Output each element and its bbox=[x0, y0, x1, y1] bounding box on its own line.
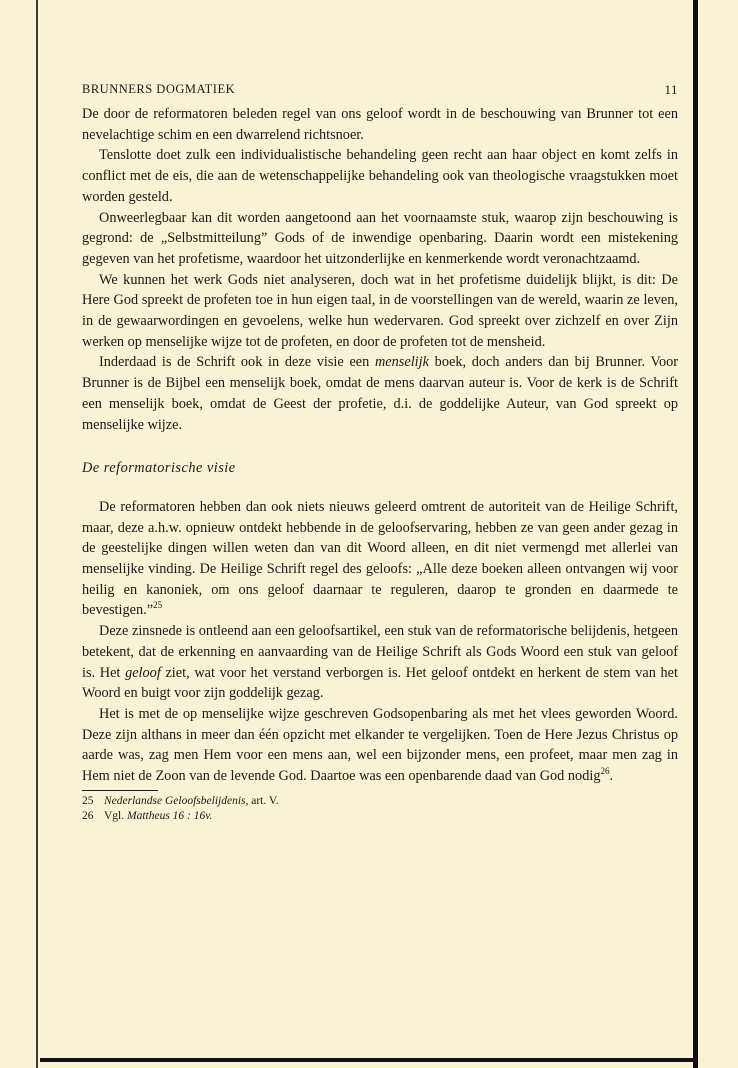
page-left-edge bbox=[36, 0, 38, 1068]
footnote-ref-25: 25 bbox=[153, 600, 163, 611]
paragraph-7-italic: geloof bbox=[125, 664, 161, 681]
paragraph-8-text: Het is met de op menselijke wijze geschreven Godsopenbaring als met het vlees geworden Woord. Deze zijn althans in meer dan één opzicht met elkander te vergelijken. Toen de Here Jezus Christus op aarde was, zag men Hem voor een mens aan, wel een bijzonder mens, een profeet, maar men zag in Hem niet de Zoon van de levende God. Daartoe was een openbarende daad van God nodig bbox=[82, 705, 678, 785]
paragraph-7-text-b: ziet, wat voor het verstand verborgen is. Het geloof ontdekt en herkent de stem van het Woord en buigt voor zijn goddelijk gezag. bbox=[82, 664, 678, 702]
footnote-ref-26: 26 bbox=[600, 766, 610, 777]
section-heading: De reformatorische visie bbox=[82, 460, 236, 477]
paragraph-5-text-a: Inderdaad is de Schrift ook in deze visie een bbox=[99, 354, 375, 371]
footnote-source: Mattheus 16 : 16v. bbox=[127, 809, 213, 822]
page-bottom-edge bbox=[40, 1058, 698, 1062]
paragraph-4: We kunnen het werk Gods niet analyseren, doch wat in het profetisme duidelijk blijkt, is dit: De Here God spreekt de profeten toe in hun eigen taal, in de voorstellingen van de wereld, waarin ze leven, in de gewaarwordingen en gevoelens, welke hun wedervaren. God spreekt over zichzelf en over Zijn werken op menselijke wijze tot de profeten, en door de profeten tot de mensheid. bbox=[82, 271, 678, 350]
footnote-rule bbox=[82, 790, 158, 791]
footnote-prefix: Vgl. bbox=[104, 809, 127, 822]
running-head-title: BRUNNERS DOGMATIEK bbox=[82, 82, 236, 96]
running-head bbox=[82, 82, 678, 98]
footnote-number: 26 bbox=[82, 809, 94, 822]
paragraph-1: De door de reformatoren beleden regel van ons geloof wordt in de beschouwing van Brunner tot een nevelachtige schim en een dwarrelend richtsnoer. bbox=[82, 106, 678, 143]
paragraph-7 bbox=[82, 621, 678, 704]
paragraph-8-end: . bbox=[609, 768, 614, 785]
page-right-edge bbox=[693, 0, 698, 1068]
paragraph-5-italic: menselijk bbox=[374, 354, 429, 371]
footnote-number: 25 bbox=[82, 794, 94, 807]
body-text bbox=[82, 104, 678, 824]
paragraph-2: Tenslotte doet zulk een individualistische behandeling geen recht aan haar object en komt zelfs in conflict met de eis, die aan de wetenschappelijke behandeling ook van theologische vraagstukken moet worden gesteld. bbox=[82, 147, 678, 205]
paragraph-6 bbox=[82, 497, 678, 621]
paragraph-5-text-b: boek, doch anders dan bij Brunner. Voor Brunner is de Bijbel een menselijk boek, omdat de mens daarvan auteur is. Voor de kerk is de Schrift een menselijk boek, omdat de Geest der profetie, d.i. de goddelijke Auteur, van God spreekt op menselijke wijze. bbox=[82, 354, 678, 433]
paragraph-8 bbox=[82, 704, 678, 787]
paragraph-6-text: De reformatoren hebben dan ook niets nieuws geleerd omtrent de autoriteit van de Heilige Schrift, maar, deze a.h.w. opnieuw ontdekt hebbende in de geloofservaring, hebben ze van geen ander gezag in de geestelijke dingen willen weten dan van dit Woord alleen, en dit niet vermengd met allerlei van menselijke vinding. De Heilige Schrift regel des geloofs: „Alle deze boeken alleen ontvangen wij voor heilig en kanoniek, om ons geloof daarnaar te reguleren, daarop te gronden en daarmede te bevestigen.” bbox=[82, 498, 678, 619]
paragraph-3: Onweerlegbaar kan dit worden aangetoond aan het voornaamste stuk, waarop zijn beschouwing is gegrond: de „Selbstmitteilung” Gods of de inwendige openbaring. Daarin wordt een mistekening gegeven van het profetisme, waardoor het uitzonderlijke en kenmerkende wordt veronachtzaamd. bbox=[82, 209, 678, 267]
paragraph-7-text-a: Deze zinsnede is ontleend aan een geloofsartikel, een stuk van de reformatorische belijdenis, hetgeen betekent, dat de erkenning en aanvaarding van de Heilige Schrift als Gods Woord een stuk van geloof is. Het bbox=[82, 623, 678, 681]
footnote-26 bbox=[82, 809, 678, 824]
footnote-source: Nederlandse Geloofsbelijdenis, bbox=[104, 794, 249, 807]
footnote-text: art. V. bbox=[248, 794, 279, 807]
footnote-25 bbox=[82, 794, 678, 809]
paragraph-5 bbox=[82, 352, 678, 435]
page-number: 11 bbox=[664, 82, 678, 97]
